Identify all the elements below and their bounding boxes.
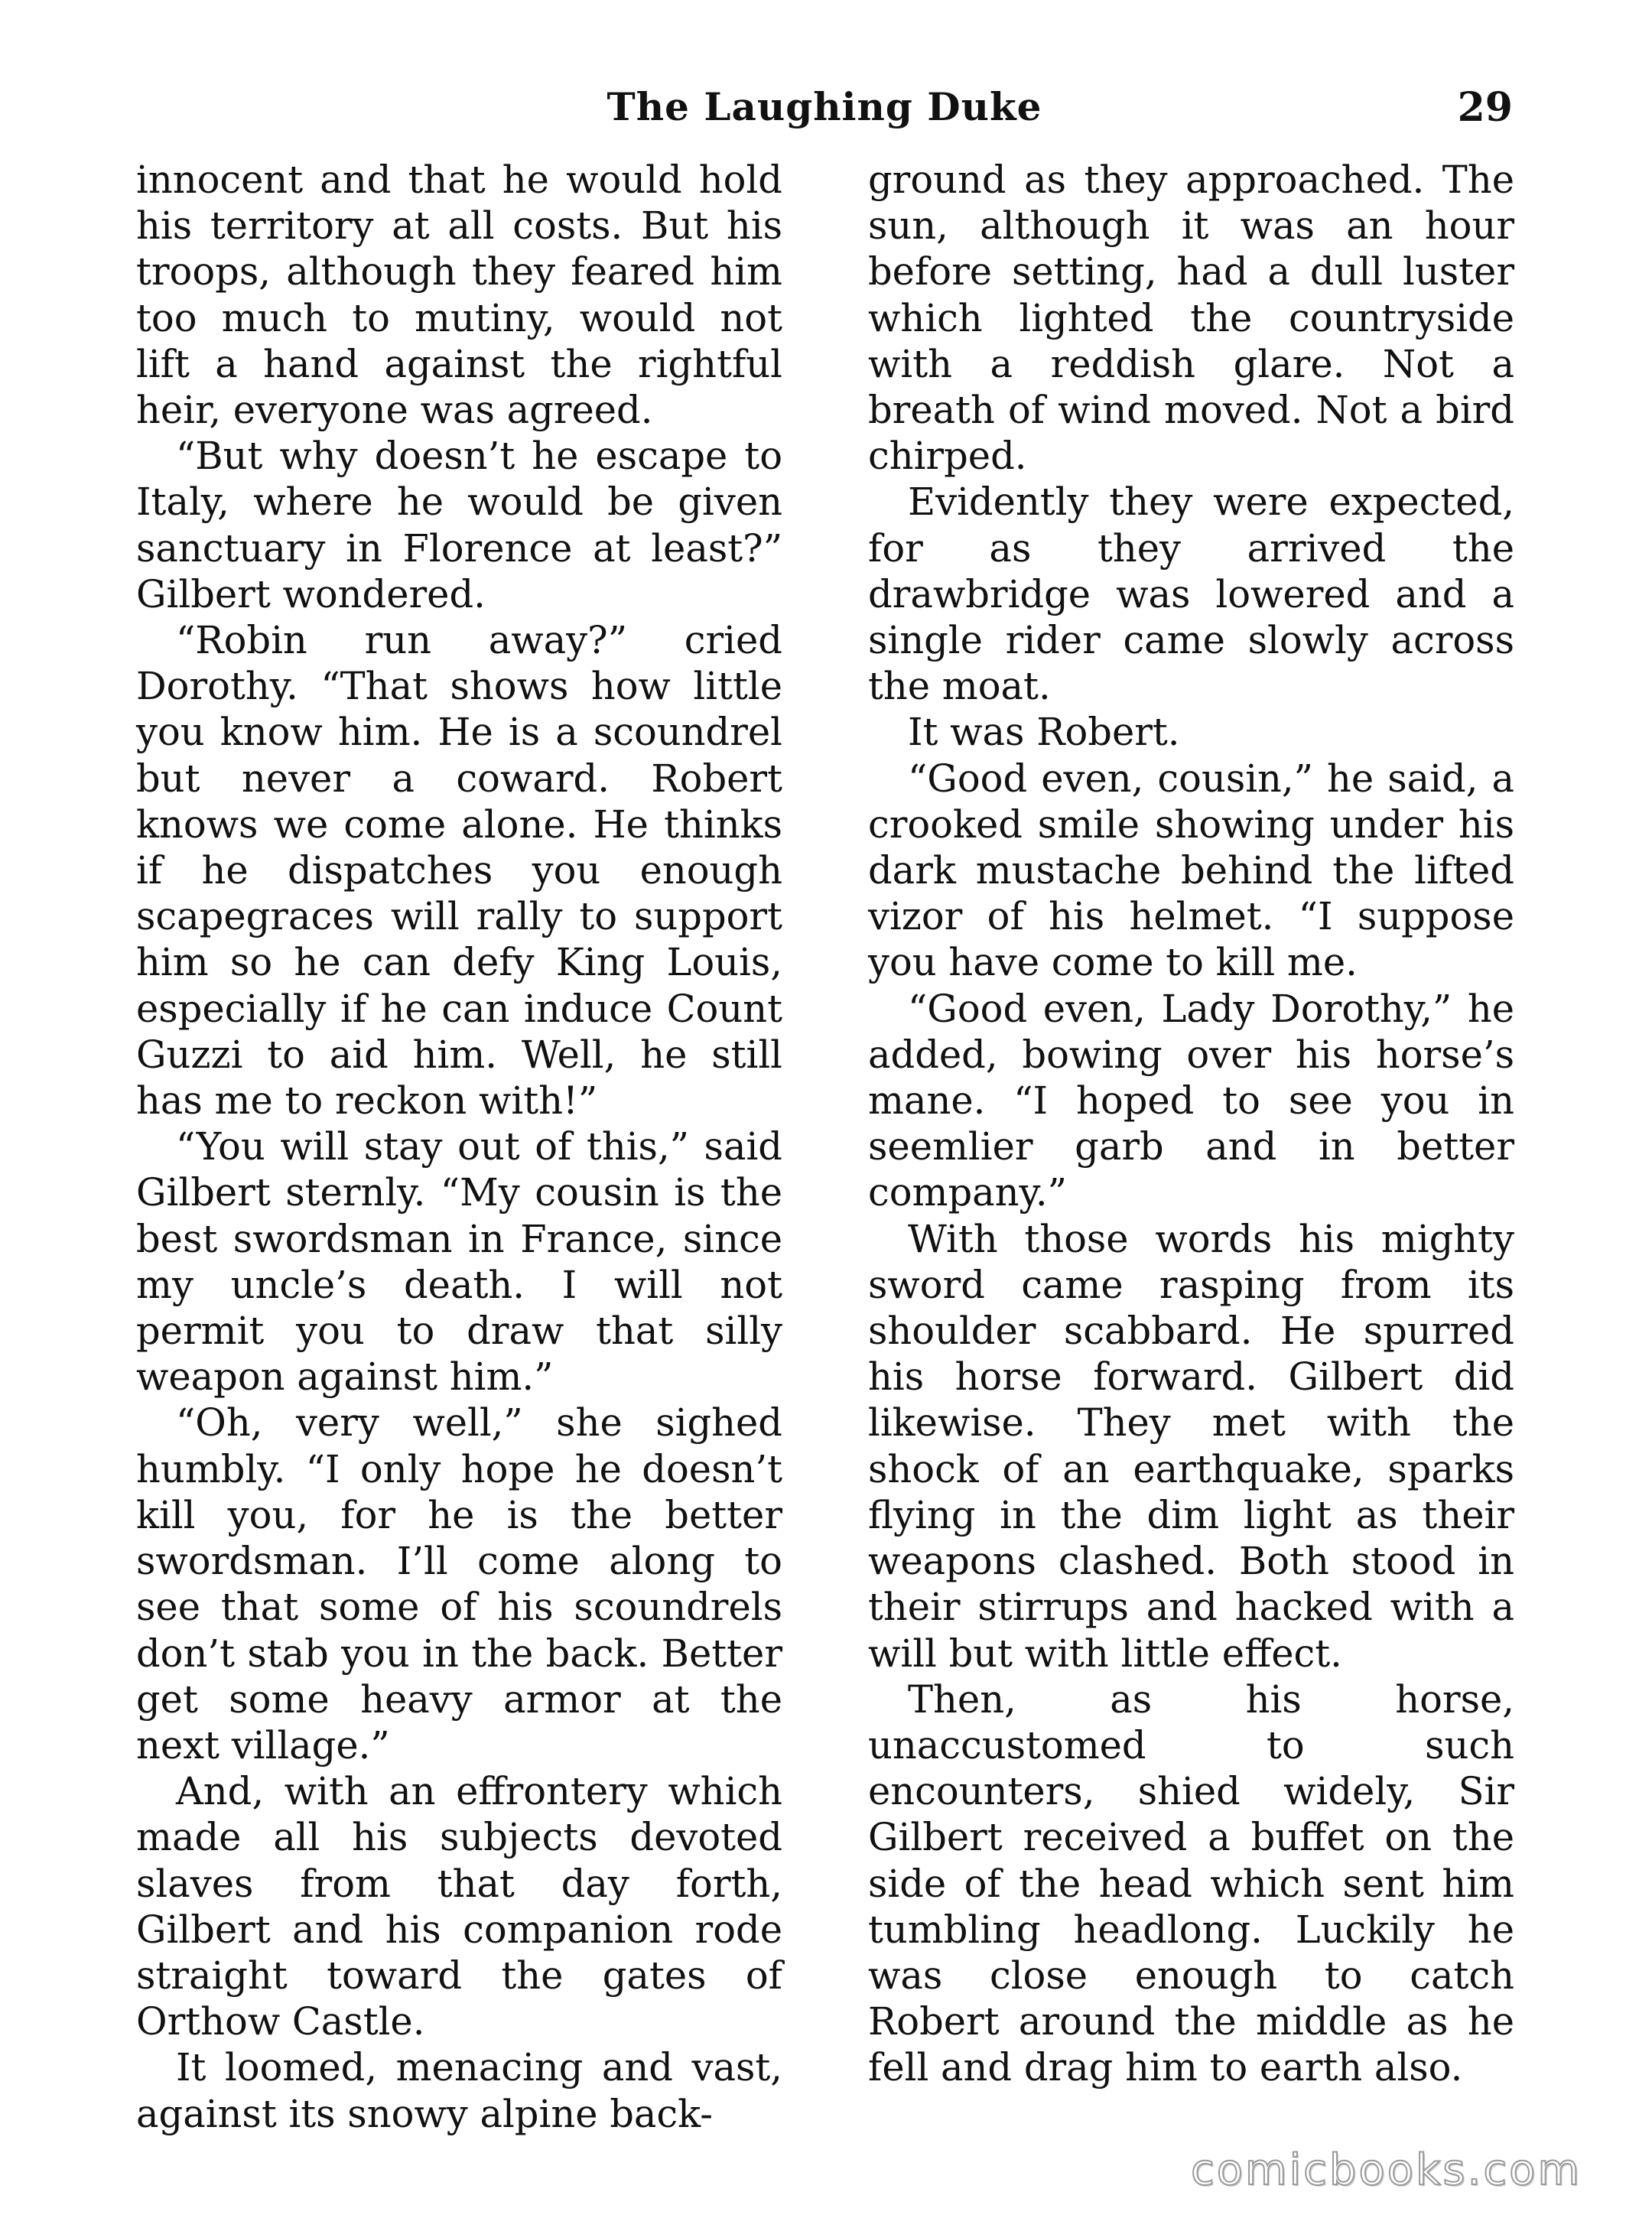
- paragraph: Then, as his horse, unaccustomed to such encounters, shied widely, Sir Gilbert received a buffet on the side of the head which sent him tumbling headlong. Luckily he was close enough to catch Robert around the middle as he fell and drag him to earth also.: [868, 1677, 1514, 2090]
- paragraph: With those words his mighty sword came rasping from its shoulder scabbard. He spurred his horse forward. Gilbert did likewise. They met with the shock of an earthquake, sparks flying in the dim light as their weapons clashed. Both stood in their stirrups and hacked with a will but with little effect.: [868, 1216, 1514, 1676]
- running-title: The Laughing Duke: [606, 84, 1042, 129]
- paragraph: “But why doesn’t he escape to Italy, where he would be given sanctuary in Florence at least?” Gilbert wondered.: [136, 434, 782, 616]
- paragraph: Evidently they were expected, for as they arrived the drawbridge was lowered and a single rider came slowly across the moat.: [868, 480, 1514, 709]
- paragraph: “You will stay out of this,” said Gilbert sternly. “My cousin is the best swordsman in France, since my uncle’s death. I will not permit you to draw that silly weapon against him.”: [136, 1124, 782, 1400]
- paragraph: ground as they approached. The sun, although it was an hour before setting, had a dull luster which lighted the countryside with a reddish glare. Not a breath of wind moved. Not a bird chirped.: [868, 158, 1514, 479]
- page-number: 29: [1457, 84, 1513, 131]
- site-watermark: comicbooks.com: [1190, 2145, 1582, 2195]
- paragraph: innocent and that he would hold his territory at all costs. But his troops, although they feared him too much to mutiny, would not lift a hand against the rightful heir, everyone was agreed.: [136, 158, 782, 433]
- paragraph: “Oh, very well,” she sighed humbly. “I only hope he doesn’t kill you, for he is the better swordsman. I’ll come along to see that some of his scoundrels don’t stab you in the back. Better get some heavy armor at the next village.”: [136, 1400, 782, 1768]
- paragraph: “Robin run away?” cried Dorothy. “That shows how little you know him. He is a scoundrel but never a coward. Robert knows we come alone. He thinks if he dispatches you enough scapegraces will rally to support him so he can defy King Louis, especially if he can induce Count Guzzi to aid him. Well, he still has me to reckon with!”: [136, 618, 782, 1124]
- paragraph: It was Robert.: [908, 710, 1180, 755]
- paragraph: “Good even, cousin,” he said, a crooked smile showing under his dark mustache behind the lifted vizor of his helmet. “I suppose you have come to kill me.: [868, 756, 1514, 985]
- paragraph: And, with an effrontery which made all his subjects devoted slaves from that day forth, Gilbert and his companion rode straight toward the gates of Orthow Castle.: [136, 1769, 782, 2044]
- paragraph: It loomed, menacing and vast, against its snowy alpine back-: [136, 2045, 782, 2136]
- paragraph: “Good even, Lady Dorothy,” he added, bowing over his horse’s mane. “I hoped to see you in seemlier garb and in better company.”: [868, 986, 1514, 1215]
- left-column: [136, 157, 782, 2137]
- right-column: [868, 157, 1514, 2091]
- page-header: [136, 84, 1513, 145]
